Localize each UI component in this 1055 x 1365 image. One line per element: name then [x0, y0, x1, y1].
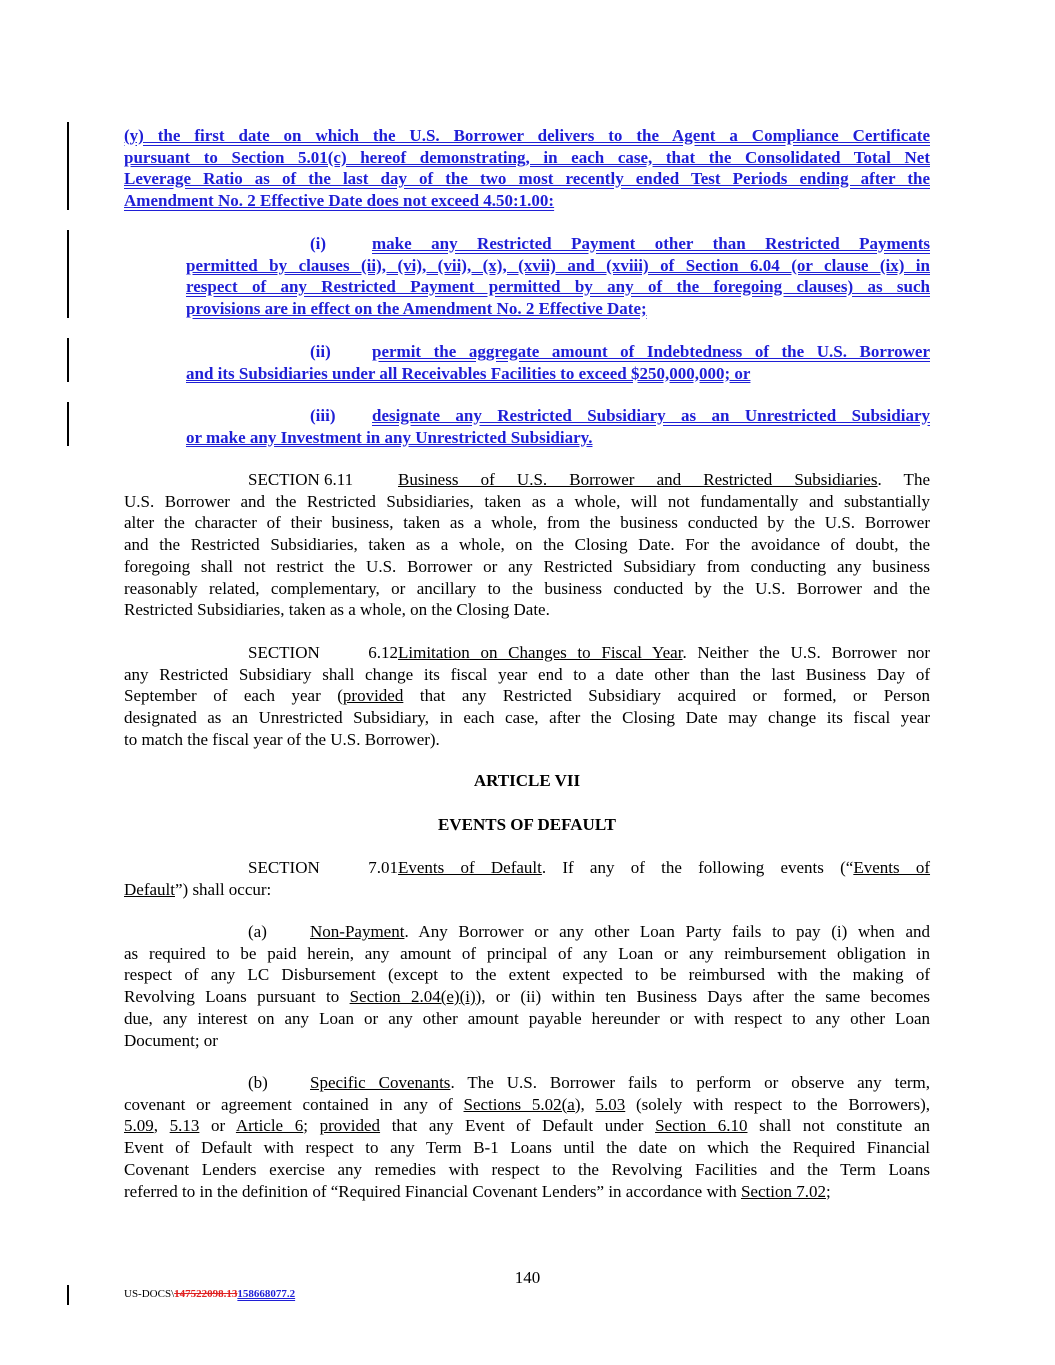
text-line: permitted by clauses (ii), (vi), (vii), (x), (xvii) and (xviii) of Section 6.04 (or clause (ix) in	[186, 255, 930, 275]
text-fragment: that any Restricted Subsidiary acquired or formed, or Person	[403, 686, 930, 706]
change-bar	[67, 122, 69, 210]
text-line: or make any Investment in any Unrestricted Subsidiary.	[186, 427, 593, 447]
cross-reference: Section 6.10	[655, 1116, 748, 1136]
text-line: and the Restricted Subsidiaries, taken as a whole, on the Closing Date. For the avoidance of doubt, the	[124, 535, 930, 555]
text-line: and its Subsidiaries under all Receivables Facilities to exceed $250,000,000; or	[186, 363, 751, 383]
section-label: SECTION 6.12	[248, 643, 398, 662]
text-line: permit the aggregate amount of Indebtedness of the U.S. Borrower	[372, 342, 930, 361]
inserted-clause-ii	[186, 341, 930, 384]
change-bar	[67, 402, 69, 446]
text-line: (y) the first date on which the U.S. Borrower delivers to the Agent a Compliance Certificate	[124, 126, 930, 145]
text-fragment: ;	[303, 1116, 320, 1136]
change-bar	[67, 338, 69, 382]
text-line: respect of any Restricted Payment permitted by any of the foregoing clauses) as such	[186, 277, 930, 297]
text-fragment: ,	[153, 1116, 170, 1136]
text-fragment: September of each year (	[124, 686, 343, 706]
page-number: 140	[514, 1268, 541, 1287]
text-fragment: shall not constitute an	[747, 1116, 930, 1136]
text-line: due, any interest on any Loan or any other amount payable hereunder or with respect to any other Loan	[124, 1008, 930, 1028]
cross-reference: Section 2.04(e)(i)	[349, 987, 476, 1007]
clause-a	[124, 921, 930, 1051]
cross-reference: Section 7.02	[740, 1181, 826, 1201]
change-bar	[67, 230, 69, 318]
text-fragment	[585, 1095, 596, 1114]
text-line: pursuant to Section 5.01(c) hereof demonstrating, in each case, that the Consolidated Total Net	[124, 147, 930, 167]
text-line: respect of any LC Disbursement (except to the extent expected to be reimbursed with the making of	[124, 965, 930, 985]
section-title: Events of Default	[398, 858, 542, 877]
cross-reference: Article 6	[235, 1116, 304, 1136]
section-6-11	[124, 469, 930, 621]
text-line: Leverage Ratio as of the last day of the two most recently ended Test Periods ending after the	[124, 169, 930, 189]
cross-reference: Sections 5.02(a),	[463, 1094, 585, 1114]
text-line: Event of Default with respect to any Term B-1 Loans until the date on which the Required Financial	[124, 1138, 930, 1158]
text-line: any Restricted Subsidiary shall change its fiscal year end to a date other than the last Business Day of	[124, 664, 930, 684]
text-line: designated as an Unrestricted Subsidiary, in each case, after the Closing Date may change its fiscal year	[124, 708, 930, 728]
change-bar	[67, 1285, 69, 1305]
text-fragment: (solely with respect to the Borrowers),	[625, 1094, 930, 1114]
section-label: SECTION 6.11	[248, 470, 354, 489]
text-fragment: . If any of the following events (“	[541, 858, 854, 877]
text-line: Document; or	[124, 1030, 218, 1050]
text-line: as required to be paid herein, any amount of principal of any Loan or any reimbursement obligation in	[124, 943, 930, 963]
inserted-paragraph-y	[124, 125, 930, 212]
doc-id-prefix: US-DOCS\	[124, 1288, 175, 1300]
section-title: Limitation on Changes to Fiscal Year	[398, 643, 683, 662]
inserted-clause-i	[186, 233, 930, 320]
text-line: U.S. Borrower and the Restricted Subsidiaries, taken as a whole, will not fundamentally and substantially	[124, 491, 930, 511]
text-line: foregoing shall not restrict the U.S. Borrower or any Restricted Subsidiary from conducting any business	[124, 556, 930, 576]
text-fragment: referred to in the definition of “Required Financial Covenant Lenders” in accordance with	[124, 1181, 741, 1201]
text-line: to match the fiscal year of the U.S. Borrower).	[124, 729, 440, 749]
defined-term: Events of	[853, 858, 931, 877]
clause-number: (a)	[248, 922, 267, 941]
section-label: SECTION 7.01	[248, 858, 398, 877]
text-fragment: . Neither the U.S. Borrower nor	[682, 643, 930, 662]
article-heading: ARTICLE VII	[473, 771, 581, 790]
text-fragment: that any Event of Default under	[380, 1116, 656, 1136]
defined-term: Default	[124, 879, 175, 899]
defined-term: provided	[342, 686, 404, 706]
cross-reference: 5.13	[169, 1116, 200, 1136]
text-line: reasonably related, complementary, or ancillary to the business conducted by the U.S. Borrower and the	[124, 578, 930, 598]
text-fragment: or	[199, 1116, 236, 1136]
section-title: Business of U.S. Borrower and Restricted Subsidiaries	[398, 470, 878, 489]
clause-title: Non-Payment	[310, 922, 405, 941]
text-fragment: ”) shall occur:	[174, 879, 272, 899]
text-line: alter the character of their business, taken as a whole, from the business conducted by the U.S. Borrower	[124, 513, 930, 533]
text-line: make any Restricted Payment other than Restricted Payments	[372, 234, 930, 253]
text-line: Restricted Subsidiaries, taken as a whole, on the Closing Date.	[124, 600, 550, 620]
section-7-01	[124, 857, 930, 900]
text-fragment: Revolving Loans pursuant to	[124, 987, 350, 1007]
cross-reference: 5.09	[124, 1116, 154, 1136]
document-id-footer	[124, 1288, 295, 1300]
article-title: EVENTS OF DEFAULT	[438, 815, 616, 834]
text-fragment: . The U.S. Borrower fails to perform or observe any term,	[450, 1073, 930, 1092]
clause-b	[124, 1072, 930, 1202]
defined-term: provided	[319, 1116, 381, 1136]
clause-number: (i)	[310, 234, 327, 253]
text-fragment: . Any Borrower or any other Loan Party fails to pay (i) when and	[404, 922, 930, 941]
text-line: Covenant Lenders exercise any remedies with respect to the Revolving Facilities and the Term Loans	[124, 1159, 930, 1179]
deleted-doc-id: 147522098.13	[174, 1288, 238, 1300]
clause-number: (ii)	[310, 342, 331, 361]
section-6-12	[124, 642, 930, 751]
clause-number: (iii)	[310, 406, 336, 425]
clause-title: Specific Covenants	[310, 1073, 451, 1092]
text-fragment: ;	[825, 1181, 831, 1201]
clause-number: (b)	[248, 1073, 268, 1092]
inserted-doc-id: 158668077.2	[237, 1288, 296, 1300]
text-fragment: ), or (ii) within ten Business Days after the same becomes	[475, 987, 930, 1007]
text-line: provisions are in effect on the Amendment No. 2 Effective Date;	[186, 299, 647, 319]
text-line: Amendment No. 2 Effective Date does not exceed 4.50:1.00:	[124, 191, 555, 211]
text-line: designate any Restricted Subsidiary as an Unrestricted Subsidiary	[372, 406, 930, 425]
text-fragment: . The	[877, 470, 930, 489]
inserted-clause-iii	[186, 405, 930, 448]
cross-reference: 5.03	[595, 1094, 626, 1114]
text-fragment: covenant or agreement contained in any of	[124, 1094, 464, 1114]
